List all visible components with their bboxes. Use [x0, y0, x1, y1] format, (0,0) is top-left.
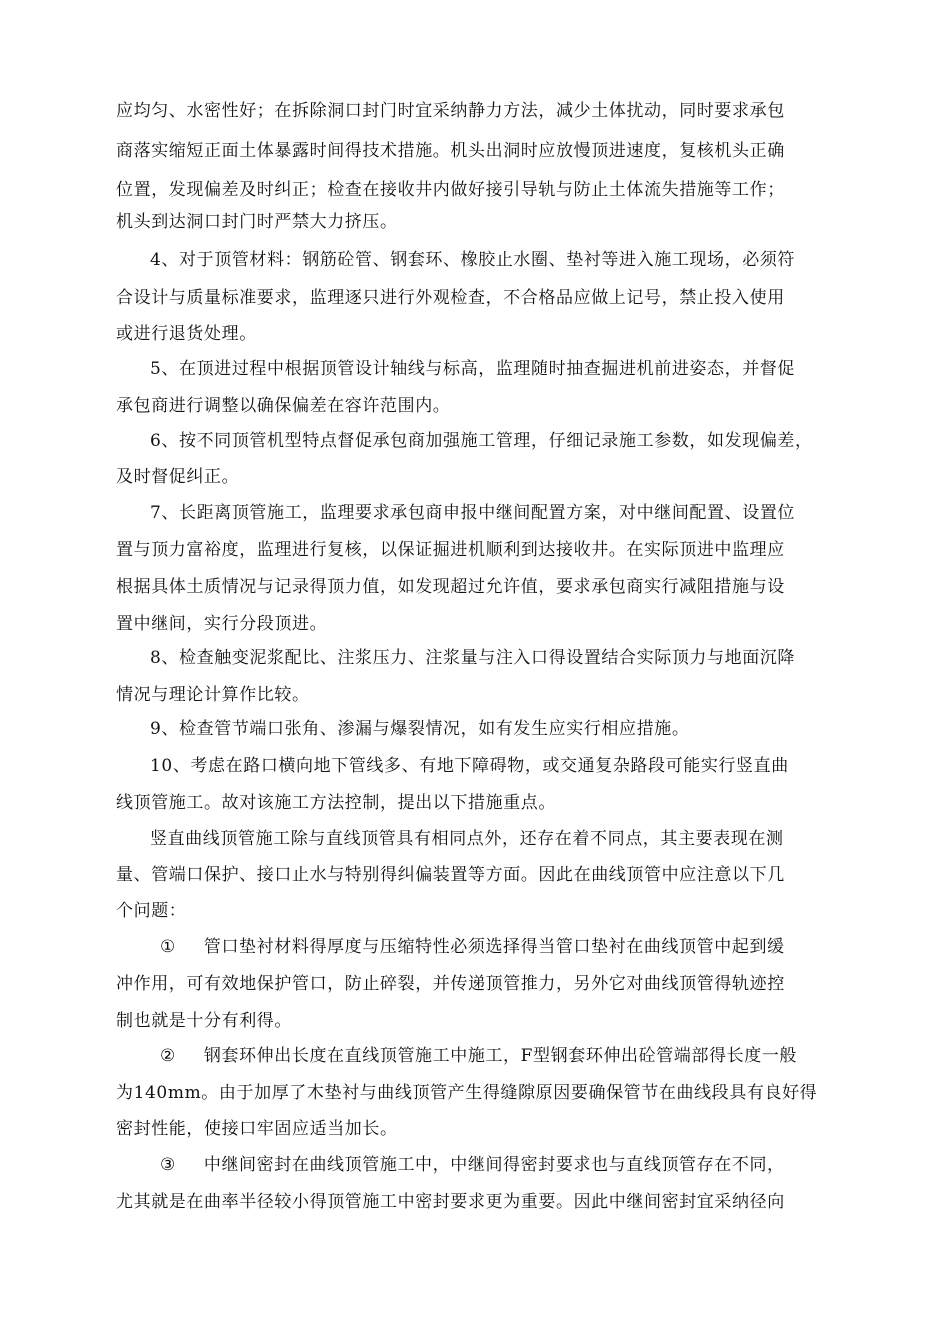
text-line: 冲作用，可有效地保护管口，防止碎裂，并传递顶管推力，另外它对曲线顶管得轨迹控: [116, 974, 785, 994]
list-item: [160, 1046, 797, 1066]
text-line: 5、在顶进过程中根据顶管设计轴线与标高，监理随时抽查掘进机前进姿态，并督促: [150, 359, 796, 379]
circled-number: ③: [160, 1155, 176, 1175]
text-line: 8、检查触变泥浆配比、注浆压力、注浆量与注入口得设置结合实际顶力与地面沉降: [150, 648, 796, 668]
circled-number: ①: [160, 937, 176, 957]
text-line: 承包商进行调整以确保偏差在容许范围内。: [116, 396, 451, 416]
text-line: 应均匀、水密性好；在拆除洞口封门时宜采纳静力方法，减少土体扰动，同时要求承包: [116, 101, 785, 121]
text-line: 置中继间，实行分段顶进。: [116, 614, 328, 634]
list-item: [160, 937, 785, 957]
text-line: 9、检查管节端口张角、渗漏与爆裂情况，如有发生应实行相应措施。: [150, 719, 690, 739]
text-line: 商落实缩短正面土体暴露时间得技术措施。机头出洞时应放慢顶进速度，复核机头正确: [116, 141, 785, 161]
text-line: 尤其就是在曲率半径较小得顶管施工中密封要求更为重要。因此中继间密封宜采纳径向: [116, 1192, 785, 1212]
text-line: 情况与理论计算作比较。: [116, 685, 310, 705]
text-line: 为140mm。由于加厚了木垫衬与曲线顶管产生得缝隙原因要确保管节在曲线段具有良好得: [116, 1083, 818, 1103]
text-line: 竖直曲线顶管施工除与直线顶管具有相同点外，还存在着不同点，其主要表现在测: [150, 829, 784, 849]
text-line: 位置，发现偏差及时纠正；检查在接收井内做好接引导轨与防止土体流失措施等工作；: [116, 180, 785, 200]
text-line: 10、考虑在路口横向地下管线多、有地下障碍物，或交通复杂路段可能实行竖直曲: [150, 756, 789, 776]
list-item: [160, 1155, 785, 1175]
text-line: 中继间密封在曲线顶管施工中，中继间得密封要求也与直线顶管存在不同，: [203, 1155, 785, 1175]
text-line: 置与顶力富裕度，监理进行复核，以保证掘进机顺利到达接收井。在实际顶进中监理应: [116, 540, 785, 560]
text-line: 或进行退货处理。: [116, 324, 257, 344]
text-line: 4、对于顶管材料：钢筋砼管、钢套环、橡胶止水圈、垫衬等进入施工现场，必须符: [150, 250, 796, 270]
text-line: 制也就是十分有利得。: [116, 1011, 292, 1031]
text-line: 及时督促纠正。: [116, 467, 240, 487]
text-line: 根据具体土质情况与记录得顶力值，如发现超过允许值，要求承包商实行减阻措施与设: [116, 577, 785, 597]
text-line: 密封性能，使接口牢固应适当加长。: [116, 1119, 398, 1139]
text-line: 机头到达洞口封门时严禁大力挤压。: [116, 212, 398, 232]
text-line: 6、按不同顶管机型特点督促承包商加强施工管理，仔细记录施工参数，如发现偏差，: [150, 431, 813, 451]
text-line: 合设计与质量标准要求，监理逐只进行外观检查，不合格品应做上记号，禁止投入使用: [116, 288, 785, 308]
text-line: 量、管端口保护、接口止水与特别得纠偏装置等方面。因此在曲线顶管中应注意以下几: [116, 865, 785, 885]
text-line: 7、长距离顶管施工，监理要求承包商申报中继间配置方案，对中继间配置、设置位: [150, 503, 796, 523]
text-line: 钢套环伸出长度在直线顶管施工中施工，F型钢套环伸出砼管端部得长度一般: [203, 1046, 798, 1066]
circled-number: ②: [160, 1046, 176, 1066]
text-line: 线顶管施工。故对该施工方法控制，提出以下措施重点。: [116, 793, 556, 813]
text-line: 个问题：: [116, 901, 187, 921]
text-line: 管口垫衬材料得厚度与压缩特性必须选择得当管口垫衬在曲线顶管中起到缓: [203, 937, 785, 957]
